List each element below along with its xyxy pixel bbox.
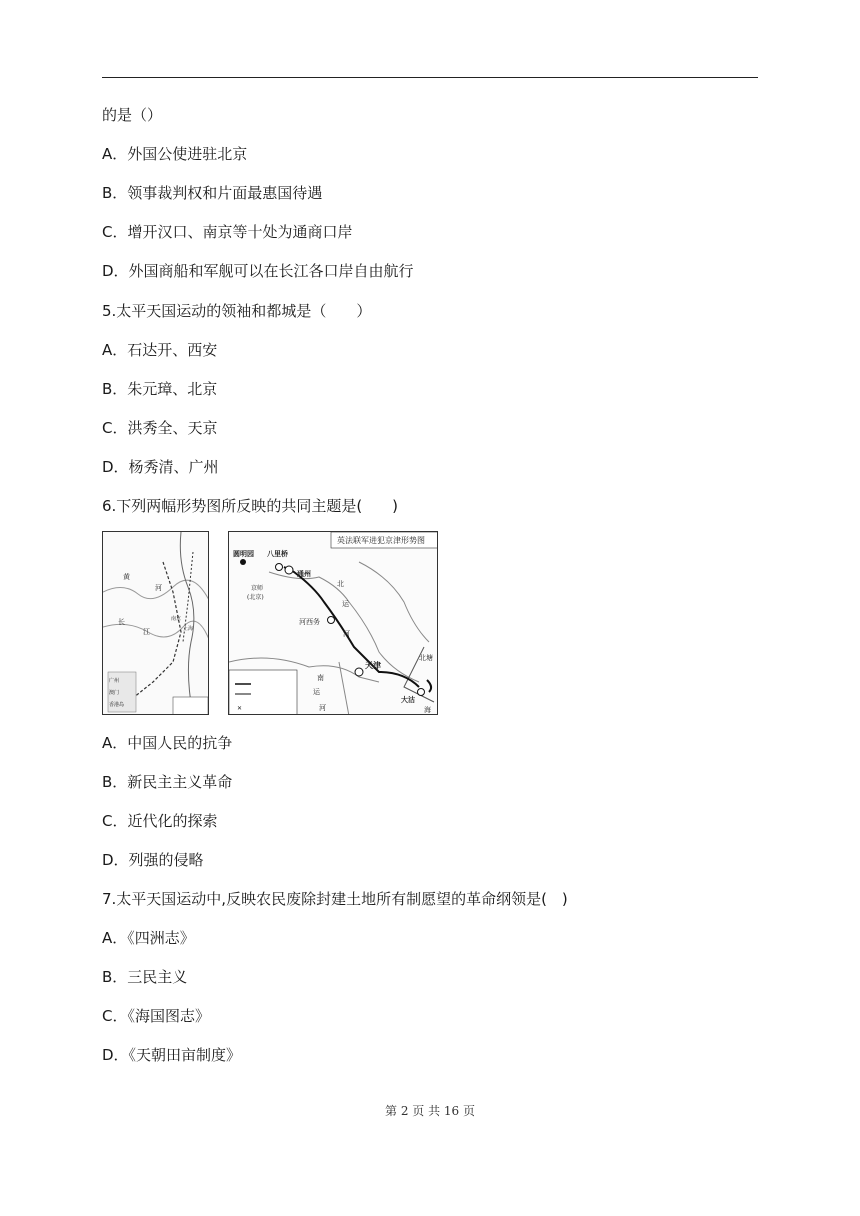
q6-option-b: B．新民主主义革命 [102, 773, 233, 791]
q6-option-d: D．列强的侵略 [102, 851, 204, 869]
q6-option-a: A．中国人民的抗争 [102, 734, 233, 752]
map2-bei: 北 [337, 580, 344, 588]
map-right [228, 531, 438, 715]
map1-label-xianggang: 香港岛 [109, 702, 125, 708]
map1-label-huang: 黄 [123, 573, 130, 581]
q5-option-c: C．洪秀全、天京 [102, 419, 218, 437]
map-left [102, 531, 209, 715]
map2-title: 英法联军进犯京津形势图 [337, 536, 425, 545]
page-footer: 第 2 页 共 16 页 [385, 1104, 475, 1118]
q6-option-c: C．近代化的探索 [102, 812, 218, 830]
map1-label-aomen: 澳门 [109, 690, 120, 696]
q4-option-c: C．增开汉口、南京等十处为通商口岸 [102, 223, 353, 241]
map1-label-chang: 长 [118, 618, 125, 626]
map2-yun2: 运 [313, 688, 320, 696]
question-5: 5.太平天国运动的领袖和都城是（ ） [102, 302, 372, 320]
svg-text:✕: ✕ [237, 705, 243, 712]
q4-option-a: A．外国公使进驻北京 [102, 145, 248, 163]
map2-he2: 河 [319, 704, 326, 712]
map2-yuanmingyuan: 圆明园 [233, 549, 254, 558]
map1-label-shanghai: 上海 [183, 626, 194, 632]
q4-option-d: D．外国商船和军舰可以在长江各口岸自由航行 [102, 262, 414, 280]
question-4-continuation: 的是（） [102, 106, 163, 124]
q7-option-d: D．《天朝田亩制度》 [102, 1046, 242, 1064]
map2-tongzhou: 通州 [297, 569, 311, 578]
question-6: 6.下列两幅形势图所反映的共同主题是( ) [102, 497, 399, 515]
map2-hexiwu: 河西务 [299, 618, 320, 626]
map2-yun: 运 [342, 600, 349, 608]
header-rule [102, 77, 758, 78]
map2-beitang: 北塘 [419, 654, 433, 662]
situation-maps [102, 531, 438, 717]
map2-jingshi: 京师 [251, 585, 264, 592]
map2-nan: 南 [317, 674, 324, 682]
map1-label-jiang: 江 [143, 628, 150, 636]
map2-dagu: 大沽 [401, 695, 415, 704]
map2-hai: 海 [424, 706, 431, 714]
map1-label-nanjing: 南京 [171, 616, 182, 622]
map2-baliqiao: 八里桥 [267, 549, 288, 558]
q4-option-b: B．领事裁判权和片面最惠国待遇 [102, 184, 323, 202]
q5-option-d: D．杨秀清、广州 [102, 458, 219, 476]
q7-option-c: C．《海国图志》 [102, 1007, 210, 1025]
q5-option-b: B．朱元璋、北京 [102, 380, 218, 398]
q5-option-a: A．石达开、西安 [102, 341, 218, 359]
question-7: 7.太平天国运动中,反映农民废除封建土地所有制愿望的革命纲领是( ) [102, 890, 568, 908]
map1-label-he: 河 [155, 584, 162, 592]
q7-option-a: A．《四洲志》 [102, 929, 195, 947]
map2-he: 河 [343, 630, 350, 638]
map2-tianjin: 天津 [365, 660, 381, 670]
q7-option-b: B．三民主义 [102, 968, 188, 986]
map1-label-guangzhou: 广州 [109, 678, 120, 684]
map2-beijing: (北京) [247, 594, 264, 601]
